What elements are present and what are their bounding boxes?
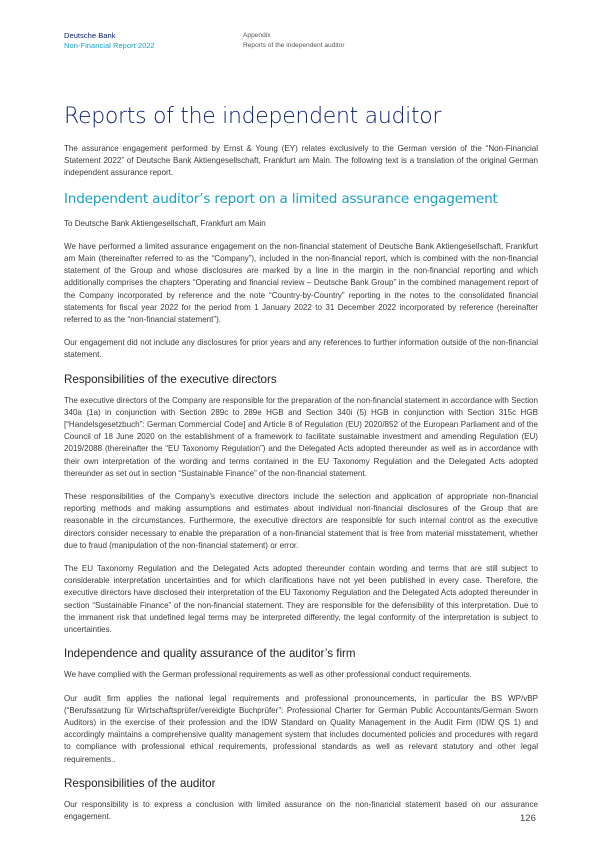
document-header-right — [243, 31, 345, 51]
report-heading: Independent auditor’s report on a limited assurance engagement — [64, 190, 498, 207]
header-subsection: Reports of the independent auditor — [243, 42, 345, 49]
paragraph: Our responsibility is to express a conclusion with limited assurance on the non-financial statement based on our assurance engagement. — [64, 799, 538, 821]
section-heading: Responsibilities of the executive directors — [64, 372, 277, 386]
report-name: Non-Financial Report 2022 — [64, 41, 155, 50]
paragraph: The executive directors of the Company are responsible for the preparation of the non-financial statement in accordance with Section 340a (1a) in conjunction with Section 289c to 289e HGB and Section 340i (5) HGB in conjunction with Section 315c HGB [“Handelsgesetzbuch”: German Commercial Code] and Article 8 of Regulation (EU) 2020/852 of the European Parliament and of the Council of 18 June 2020 on the establishment of a framework to facilitate sustainable investment and amending Regulation (EU) 2019/2088 (thereinafter the “EU Taxonomy Regulation”) and the Delegated Acts adopted thereunder as well as in accordance with their own interpretation of the wording and terms contained in the EU Taxonomy Regulation and the Delegated Acts adopted thereunder as set out in section “Sustainable Finance” of the non-financial statement. — [64, 395, 538, 478]
page-title: Reports of the independent auditor — [64, 104, 442, 129]
paragraph: We have complied with the German professional requirements as well as other professional conduct requirements. — [64, 670, 472, 680]
document-header-left — [64, 31, 155, 51]
paragraph: Our engagement did not include any disclosures for prior years and any references to further information outside of the non-financial statement. — [64, 338, 538, 360]
addressee: To Deutsche Bank Aktiengesellschaft, Frankfurt am Main — [64, 218, 266, 228]
paragraph: These responsibilities of the Company’s executive directors include the selection and application of appropriate non-financial reporting methods and making assumptions and estimates about individual non-financial disclosures of the Group that are reasonable in the circumstances. Furthermore, the executive directors are responsible for such internal control as the executive directors consider necessary to enable the preparation of a non-financial statement that is free from material misstatement, whether due to fraud (manipulation of the non-financial statement) or error. — [64, 492, 538, 550]
intro-paragraph: The assurance engagement performed by Ernst & Young (EY) relates exclusively to the German version of the “Non-Financial Statement 2022” of Deutsche Bank Aktiengesellschaft, Frankfurt am Main. The following text is a translation of the original German independent assurance report. — [64, 144, 538, 178]
section-heading: Responsibilities of the auditor — [64, 776, 216, 790]
header-section: Appendix — [243, 32, 271, 39]
page-number: 126 — [520, 813, 536, 824]
paragraph: We have performed a limited assurance engagement on the non-financial statement of Deutsche Bank Aktiengesellschaft, Frankfurt am Main (thereinafter referred to as the “Company”), included in the non-financial report, which is combined with the non-financial statement of the Group and whose disclosures are marked by a line in the margin in the non-financial reporting and which additionally comprises the chapters “Operating and financial review – Deutsche Bank Group” in the combined management report of the Company incorporated by reference and the note “Country-by-Country” reporting in the notes to the consolidated financial statements for fiscal year 2022 for the period from 1 January 2022 to 31 December 2022 incorporated by reference (hereinafter referred to as the “non-financial statement”). — [64, 241, 538, 325]
section-heading: Independence and quality assurance of the auditor’s firm — [64, 647, 356, 661]
paragraph: The EU Taxonomy Regulation and the Delegated Acts adopted thereunder contain wording and terms that are still subject to considerable interpretation uncertainties and for which clarifications have not yet been published in every case. Therefore, the executive directors have disclosed their interpretation of the EU Taxonomy Regulation and the Delegated Acts adopted thereunder in section “Sustainable Finance” of the non-financial statement. They are responsible for the defensibility of this interpretation. Due to the immanent risk that undefined legal terms may be interpreted differently, the legal conformity of the interpretation is subject to uncertainties. — [64, 564, 538, 635]
brand-name: Deutsche Bank — [64, 31, 116, 40]
page-content — [64, 104, 538, 834]
paragraph: Our audit firm applies the national legal requirements and professional pronouncements, in particular the BS WP/vBP (“Berufssatzung für Wirtschaftsprüfer/vereidigte Buchprüfer”: Professional Charter for German Public Accountants/German Sworn Auditors) in the exercise of their profession and the IDW Standard on Quality Management in the Audit Firm (IDW QS 1) and accordingly maintains a comprehensive quality management system that includes documented policies and procedures with regard to compliance with professional ethical requirements, professional standards as well as relevant statutory and other legal requirements.. — [64, 693, 538, 764]
